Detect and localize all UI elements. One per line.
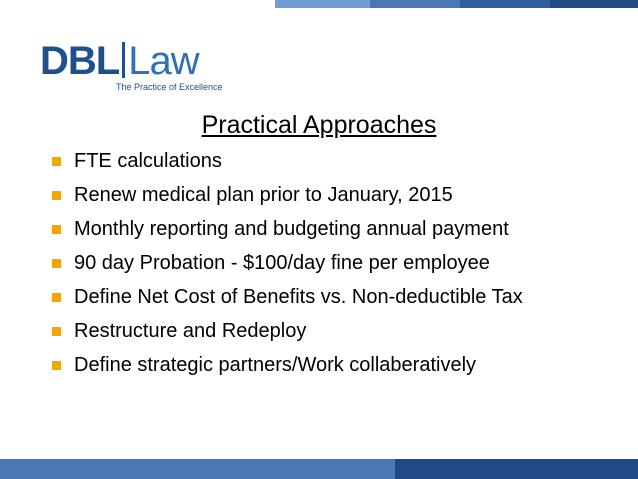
logo-law-text: Law [128,39,199,83]
bullet-item [48,320,608,342]
logo-tagline: The Practice of Excellence [116,82,223,92]
square-bullet-icon [52,327,61,336]
bullet-text: Define strategic partners/Work collaberatively [74,354,477,376]
bullet-item [48,184,608,206]
square-bullet-icon [52,293,61,302]
slide-title-text: Practical Approaches [201,111,437,139]
bullet-text: Define Net Cost of Benefits vs. Non-deductible Tax [74,286,523,308]
square-bullet-icon [52,225,61,234]
square-bullet-icon [52,361,61,370]
bullet-list [48,150,608,388]
logo-dbl-text: DBL [40,39,120,83]
top-decorative-bars [0,0,638,8]
square-bullet-icon [52,259,61,268]
bullet-item [48,252,608,274]
bottom-decorative-bars [0,459,638,479]
bullet-text: Monthly reporting and budgeting annual payment [74,218,509,240]
bullet-item [48,354,608,376]
square-bullet-icon [52,191,61,200]
bullet-item [48,286,608,308]
logo-wordmark [40,38,199,84]
square-bullet-icon [52,157,61,166]
slide-title [0,110,638,140]
bullet-item [48,150,608,172]
bullet-item [48,218,608,240]
bullet-text: 90 day Probation - $100/day fine per employee [74,252,490,274]
logo-divider [122,42,125,78]
bullet-text: Renew medical plan prior to January, 2015 [74,184,453,206]
bullet-text: Restructure and Redeploy [74,320,307,342]
dbl-law-logo [40,38,230,100]
bullet-text: FTE calculations [74,150,222,172]
